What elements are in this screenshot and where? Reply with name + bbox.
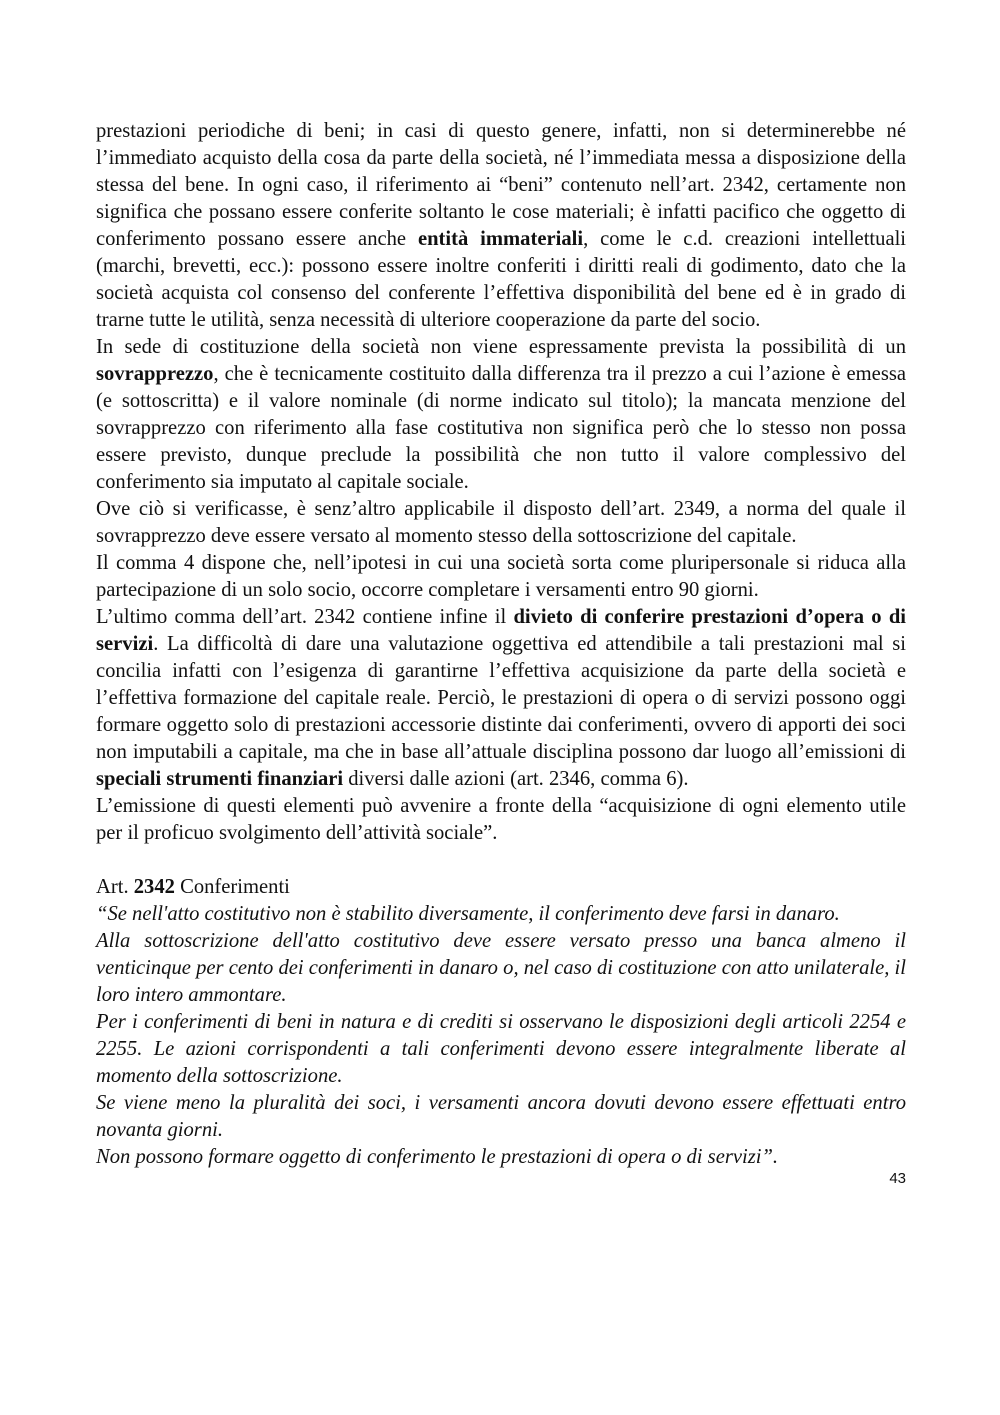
article-paragraph: “Se nell'atto costitutivo non è stabilito diversamente, il conferimento deve farsi in danaro. xyxy=(96,903,840,925)
paragraph-divieto xyxy=(96,604,906,793)
text-span: diversi dalle azioni (art. 2346, comma 6). xyxy=(343,768,689,790)
blank-line xyxy=(96,847,906,874)
paragraph-art-2349: Ove ciò si verificasse, è senz’altro applicabile il disposto dell’art. 2349, a norma del quale il sovrapprezzo deve essere versato al momento stesso della sottoscrizione del capitale. xyxy=(96,498,906,547)
text-span: , che è tecnicamente costituito dalla differenza tra il prezzo a cui l’azione è emessa (e sottoscritta) e il valore nominale (di norme indicato sul titolo); la mancata menzione del sovrapprezzo con riferimento alla fase costitutiva non significa però che lo stesso non possa essere previsto, dunque preclude la possibilità che non tutto il valore complessivo del conferimento sia imputato al capitale sociale. xyxy=(96,363,906,493)
paragraph-emissione: L’emissione di questi elementi può avvenire a fronte della “acquisizione di ogni elemento utile per il proficuo svolgimento dell’attività sociale”. xyxy=(96,795,906,844)
article-paragraph: Alla sottoscrizione dell'atto costitutivo deve essere versato presso una banca almeno il venticinque per cento dei conferimenti in danaro o, nel caso di costituzione con atto unilaterale, il loro intero ammontare. xyxy=(96,930,906,1006)
paragraph-beni-immateriali xyxy=(96,118,906,334)
text-span: . La difficoltà di dare una valutazione oggettiva ed attendibile a tali prestazioni mal si concilia infatti con l’esigenza di garantirne l’effettiva acquisizione da parte della società e l’effettiva formazione del capitale reale. Perciò, le prestazioni di opera o di servizi possono oggi formare oggetto solo di prestazioni accessorie distinte dai conferimenti, ovvero di apporti dei soci non imputabili a capitale, ma che in base all’attuale disciplina possono dar luogo all’emissioni di xyxy=(96,633,906,763)
paragraph-sovrapprezzo xyxy=(96,334,906,496)
document-page xyxy=(96,118,906,1171)
text-span: prestazioni periodiche di beni; in casi di questo genere, infatti, non si determinerebbe né l’immediato acquisto della cosa da parte della società, né l’immediata messa a disposizione della stessa del bene. In ogni caso, il riferimento ai “beni” contenuto nell’art. 2342, certamente non significa che possano essere conferite soltanto le cose materiali; è infatti pacifico che oggetto di conferimento possano essere anche xyxy=(96,120,906,250)
article-prefix: Art. xyxy=(96,876,134,898)
article-number: 2342 xyxy=(133,876,175,898)
article-paragraph: Non possono formare oggetto di conferimento le prestazioni di opera o di servizi”. xyxy=(96,1146,779,1168)
text-span: In sede di costituzione della società non viene espressamente prevista la possibilità di un xyxy=(96,336,906,358)
bold-term: sovrapprezzo xyxy=(96,363,214,385)
bold-term: entità immateriali xyxy=(417,228,584,250)
article-paragraph: Per i conferimenti di beni in natura e di crediti si osservano le disposizioni degli articoli 2254 e 2255. Le azioni corrispondenti a tali conferimenti devono essere integralmente liberate al momento della sottoscrizione. xyxy=(96,1011,906,1087)
page-number: 43 xyxy=(889,1170,906,1187)
text-span: , come le c.d. creazioni intellettuali (marchi, brevetti, ecc.): possono essere inoltre conferiti i diritti reali di godimento, dato che la società acquista col consenso del conferente l’effettiva disponibilità del bene ed è in grado di trarne tutte le utilità, senza necessità di ulteriore cooperazione da parte del socio. xyxy=(96,228,907,331)
bold-term: speciali strumenti finanziari xyxy=(96,768,344,790)
article-paragraph: Se viene meno la pluralità dei soci, i versamenti ancora dovuti devono essere effettuati entro novanta giorni. xyxy=(96,1092,906,1141)
article-heading xyxy=(96,874,906,901)
text-span: L’ultimo comma dell’art. 2342 contiene infine il xyxy=(96,606,514,628)
article-title: Conferimenti xyxy=(174,876,290,898)
paragraph-comma-4: Il comma 4 dispone che, nell’ipotesi in cui una società sorta come pluripersonale si riduca alla partecipazione di un solo socio, occorre completare i versamenti entro 90 giorni. xyxy=(96,552,906,601)
bold-term: divieto di conferire prestazioni d’opera o di servizi xyxy=(96,606,906,655)
